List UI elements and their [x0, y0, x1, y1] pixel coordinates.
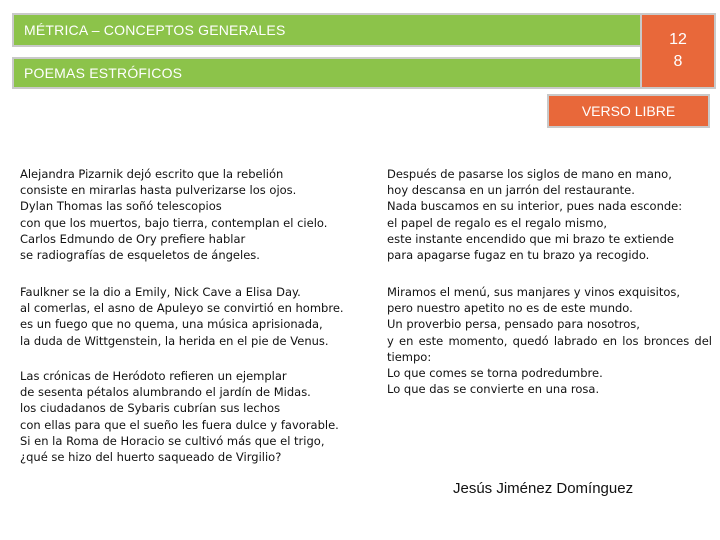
poem-line: ¿qué se hizo del huerto saqueado de Virgilio? [20, 450, 282, 465]
poem-line: con ellas para que el sueño les fuera dulce y favorable. [20, 417, 339, 432]
poem-line: el papel de regalo es el regalo mismo, [387, 215, 608, 230]
poem-line: al comerlas, el asno de Apuleyo se convirtió en hombre. [20, 301, 344, 316]
poem-line: pero nuestro apetito no es de este mundo. [387, 301, 633, 316]
stanza-left-2 [20, 284, 365, 349]
verse-type-text: VERSO LIBRE [581, 103, 676, 119]
poem-line: Lo que das se convierte en una rosa. [387, 382, 600, 397]
poem-line: la duda de Wittgenstein, la herida en el pie de Venus. [20, 333, 329, 348]
poem-line: Lo que comes se torna podredumbre. [387, 366, 603, 381]
poem-line: Si en la Roma de Horacio se cultivó más que el trigo, [20, 433, 325, 448]
verse-type-label [547, 94, 710, 128]
poem-line: Un proverbio persa, pensado para nosotros, [387, 317, 640, 332]
poem-line: y en este momento, quedó labrado en los bronces del tiempo: [387, 333, 712, 364]
stanza-left-1 [20, 166, 365, 263]
title-banner [12, 13, 652, 47]
poem-line: hoy descansa en un jarrón del restaurante. [387, 183, 635, 198]
poem-line: consiste en mirarlas hasta pulverizarse los ojos. [20, 183, 297, 198]
poem-line: Las crónicas de Heródoto refieren un ejemplar [20, 369, 287, 383]
poem-line: Miramos el menú, sus manjares y vinos exquisitos, [387, 285, 681, 299]
stanza-left-3 [20, 368, 365, 465]
poem-line: Carlos Edmundo de Ory prefiere hablar [20, 231, 246, 246]
poem-line: es un fuego que no quema, una música aprisionada, [20, 317, 323, 332]
poem-line: los ciudadanos de Sybaris cubrían sus lechos [20, 401, 281, 416]
section-title: POEMAS ESTRÓFICOS [24, 65, 183, 81]
poem-line: Después de pasarse los siglos de mano en mano, [387, 167, 672, 181]
poem-line: Dylan Thomas las soñó telescopios [20, 199, 222, 214]
poem-line: para apagarse fugaz en tu brazo ya recogido. [387, 248, 650, 263]
poem-line: Alejandra Pizarnik dejó escrito que la rebelión [20, 167, 284, 181]
poem-line: con que los muertos, bajo tierra, contemplan el cielo. [20, 215, 328, 230]
poem-line: Nada buscamos en su interior, pues nada esconde: [387, 199, 683, 214]
poem-line: se radiografías de esqueletos de ángeles. [20, 248, 260, 263]
slide-number-box: 12 8 [640, 13, 716, 89]
page-title: MÉTRICA – CONCEPTOS GENERALES [24, 22, 286, 38]
poem-line: de sesenta pétalos alumbrando el jardín de Midas. [20, 385, 311, 400]
section-banner [12, 57, 652, 89]
poem-line: este instante encendido que mi brazo te extiende [387, 231, 674, 246]
stanza-right-2 [387, 284, 712, 397]
poem-line: Faulkner se la dio a Emily, Nick Cave a Elisa Day. [20, 285, 301, 299]
stanza-right-1 [387, 166, 712, 263]
author-signature: Jesús Jiménez Domínguez [453, 480, 634, 497]
